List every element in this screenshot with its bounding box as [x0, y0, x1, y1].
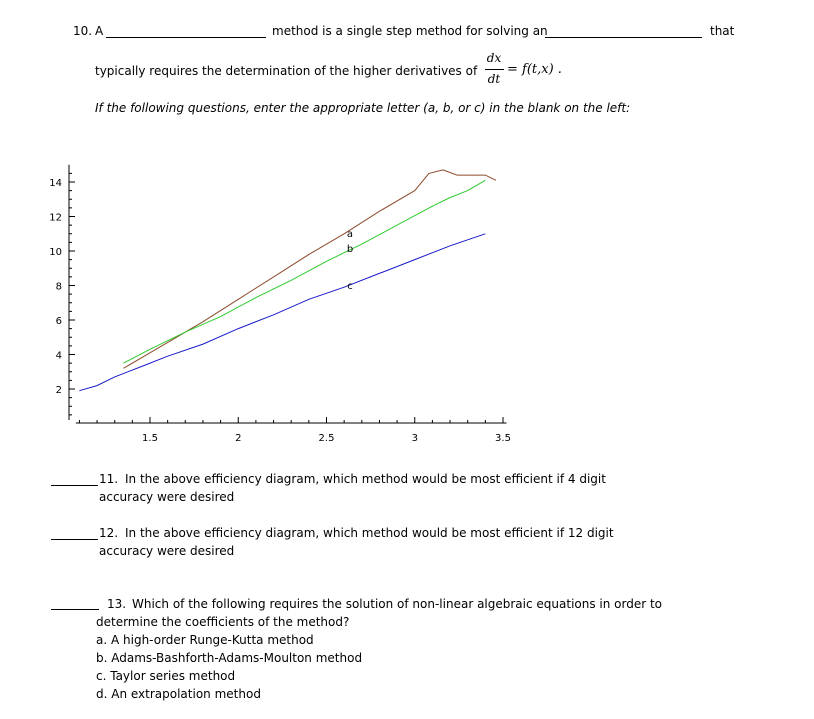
series-line-b — [124, 180, 486, 363]
instruction-text: If the following questions, enter the appropriate letter (a, b, or c) in the blank on the left: — [95, 101, 631, 115]
q12-number: 12. — [99, 526, 119, 540]
fraction-denominator: dt — [487, 72, 501, 86]
series-label-a: a — [346, 229, 354, 240]
y-tick-label: 6 — [55, 316, 62, 327]
y-tick-label: 10 — [49, 247, 62, 258]
q13-line1: Which of the following requires the solution of non-linear algebraic equations in order to — [132, 597, 663, 611]
fraction-numerator: dx — [486, 51, 502, 65]
chart-axes — [49, 165, 511, 444]
y-tick-label: 14 — [49, 178, 62, 189]
x-tick-label: 3 — [411, 433, 418, 444]
q11-answer-blank[interactable] — [51, 485, 98, 486]
q13-number: 13. — [107, 597, 127, 611]
series-line-c — [79, 234, 485, 391]
q12-answer-blank[interactable] — [51, 539, 98, 540]
q11-number: 11. — [99, 472, 119, 486]
q10-lead-text: A — [95, 24, 104, 38]
q11-line1: In the above efficiency diagram, which method would be most efficient if 4 digit — [125, 472, 606, 486]
q12-line1: In the above efficiency diagram, which method would be most efficient if 12 digit — [125, 526, 614, 540]
x-tick-label: 3.5 — [495, 433, 511, 444]
chart-series — [79, 170, 496, 391]
equation-rhs: = f(t,x) . — [507, 62, 562, 77]
q10-mid-text: method is a single step method for solving an — [272, 24, 548, 38]
series-line-a — [124, 170, 496, 368]
q12-line2: accuracy were desired — [99, 544, 235, 558]
q10-end-text: that — [710, 24, 735, 38]
y-tick-label: 8 — [55, 281, 62, 293]
q13-line2: determine the coefficients of the method? — [96, 615, 350, 629]
y-tick-label: 4 — [55, 350, 62, 362]
series-label-c: c — [347, 281, 353, 292]
q13-option-d: d. An extrapolation method — [96, 687, 261, 701]
chart-series-labels — [347, 229, 353, 292]
y-tick-label: 2 — [55, 385, 62, 396]
q10-line2: typically requires the determination of the higher derivatives of — [95, 64, 478, 78]
x-tick-label: 1.5 — [142, 433, 158, 444]
x-tick-label: 2.5 — [318, 433, 335, 444]
q11-line2: accuracy were desired — [99, 490, 235, 504]
q13-option-a: a. A high-order Runge-Kutta method — [96, 633, 314, 647]
q13-option-b: b. Adams-Bashforth-Adams-Moulton method — [96, 651, 363, 665]
x-tick-label: 2 — [235, 433, 242, 444]
series-label-b: b — [346, 244, 354, 255]
y-tick-label: 12 — [49, 212, 62, 224]
q10-number: 10. — [73, 24, 93, 38]
q13-option-c: c. Taylor series method — [96, 669, 236, 683]
q13-answer-blank[interactable] — [51, 609, 99, 610]
